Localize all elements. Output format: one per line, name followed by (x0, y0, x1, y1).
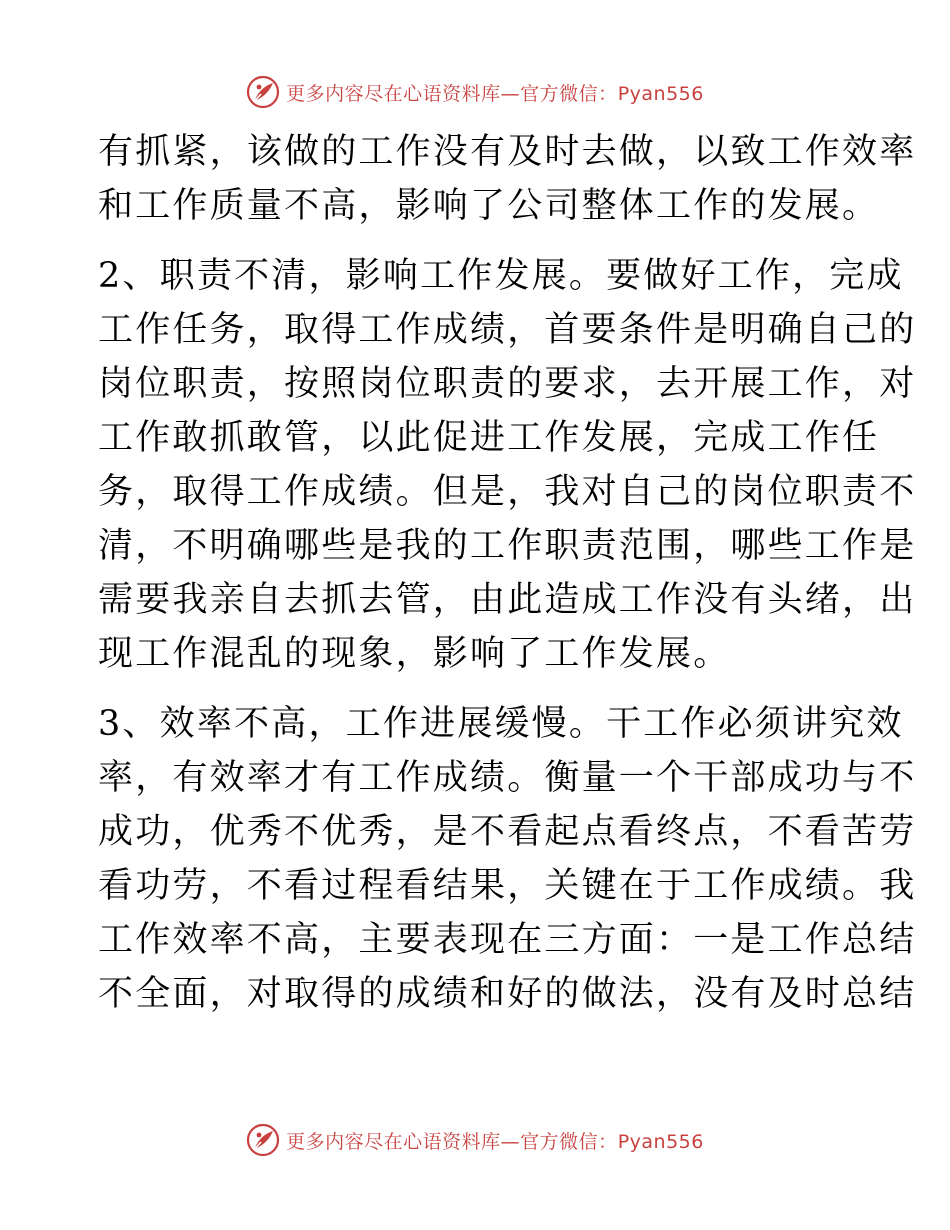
official-label: 官方微信： (520, 82, 618, 105)
text-line: 现工作混乱的现象，影响了工作发展。 (98, 634, 731, 674)
paragraph-3 (98, 697, 917, 1021)
text-line: 3、效率不高，工作进展缓慢。干工作必须讲究效 (98, 704, 904, 744)
banner-dash: — (500, 1130, 521, 1153)
quill-pen-logo-icon (246, 75, 280, 109)
text-line: 率，有效率才有工作成绩。衡量一个干部成功与不 (98, 758, 917, 798)
text-line: 有抓紧，该做的工作没有及时去做，以致工作效率 (98, 132, 917, 172)
wechat-account: Pyan556 (617, 82, 704, 105)
banner-caption (286, 79, 704, 106)
text-line: 岗位职责，按照岗位职责的要求，去开展工作，对 (98, 364, 917, 404)
footer-banner (0, 1120, 950, 1160)
text-line: 工作效率不高，主要表现在三方面：一是工作总结 (98, 920, 917, 960)
quill-pen-logo-icon (246, 1123, 280, 1157)
paragraph-1 (98, 125, 917, 233)
banner-caption (286, 1127, 704, 1154)
text-line: 和工作质量不高，影响了公司整体工作的发展。 (98, 186, 880, 226)
site-name: 更多内容尽在心语资料库 (286, 82, 501, 105)
text-line: 成功，优秀不优秀，是不看起点看终点，不看苦劳 (98, 812, 917, 852)
text-line: 工作敢抓敢管，以此促进工作发展，完成工作任 (98, 418, 880, 458)
paragraph-2 (98, 249, 917, 681)
header-banner (0, 72, 950, 112)
wechat-account: Pyan556 (617, 1130, 704, 1153)
site-name: 更多内容尽在心语资料库 (286, 1130, 501, 1153)
text-line: 清，不明确哪些是我的工作职责范围，哪些工作是 (98, 526, 917, 566)
official-label: 官方微信： (520, 1130, 618, 1153)
text-line: 2、职责不清，影响工作发展。要做好工作，完成 (98, 256, 904, 296)
text-line: 看功劳，不看过程看结果，关键在于工作成绩。我 (98, 866, 917, 906)
banner-dash: — (500, 82, 521, 105)
text-line: 不全面，对取得的成绩和好的做法，没有及时总结 (98, 974, 917, 1014)
text-line: 务，取得工作成绩。但是，我对自己的岗位职责不 (98, 472, 917, 512)
text-line: 工作任务，取得工作成绩，首要条件是明确自己的 (98, 310, 917, 350)
text-line: 需要我亲自去抓去管，由此造成工作没有头绪，出 (98, 580, 917, 620)
document-body (98, 125, 917, 1021)
